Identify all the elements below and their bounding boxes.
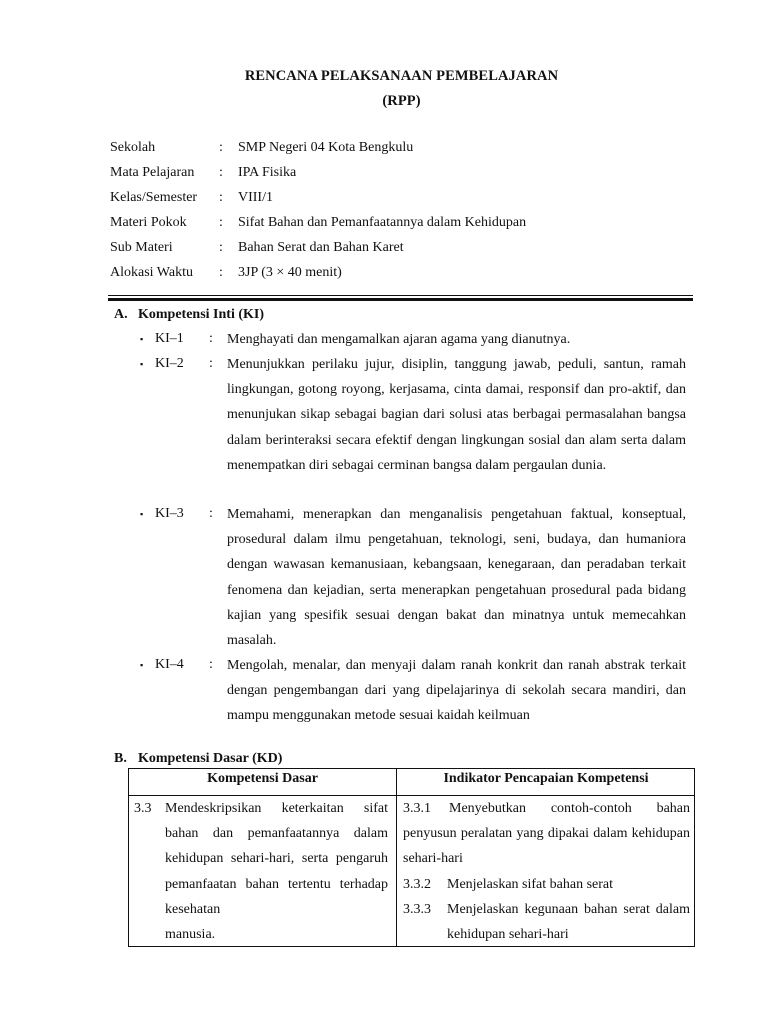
meta-label: Materi Pokok xyxy=(110,215,187,230)
ki-text: Menunjukkan perilaku jujur, disiplin, tanggung jawab, peduli, santun, ramah lingkungan, gotong royong, kerjasama, cinta damai, responsif dan pro-aktif, dan menunjukan sikap sebagai bagian dari solusi atas berbagai permasalahan bangsa dalam berinteraksi secara efektif dengan lingkungan sosial dan alam serta dalam menempatkan diri sebagai cerminan bangsa dalam pergaulan dunia. xyxy=(227,357,686,473)
ki-text: Mengolah, menalar, dan menyaji dalam ranah konkrit dan ranah abstrak terkait dengan pengembangan dari yang dipelajarinya di sekolah secara mandiri, dan mampu menggunakan metode sesuai kaidah keilmuan xyxy=(227,658,686,724)
meta-colon: : xyxy=(219,215,223,230)
indicator-item xyxy=(403,796,690,872)
indicator-number: 3.3.2 xyxy=(403,876,431,892)
meta-value: Bahan Serat dan Bahan Karet xyxy=(238,240,404,255)
meta-label: Mata Pelajaran xyxy=(110,165,195,180)
divider-thick xyxy=(108,298,693,301)
bullet-icon: ▪ xyxy=(140,359,144,369)
section-title: Kompetensi Inti (KI) xyxy=(138,307,264,322)
meta-colon: : xyxy=(219,140,223,155)
meta-label: Alokasi Waktu xyxy=(110,265,193,280)
document-title: RENCANA PELAKSANAAN PEMBELAJARAN xyxy=(244,68,559,84)
ki-item xyxy=(140,505,688,655)
meta-label: Kelas/Semester xyxy=(110,190,198,205)
indicator-text: Menjelaskan kegunaan bahan serat dalam kehidupan sehari-hari xyxy=(447,901,690,943)
meta-label: Sub Materi xyxy=(110,240,173,255)
meta-colon: : xyxy=(219,165,223,180)
bullet-icon: ▪ xyxy=(140,660,144,670)
meta-label: Sekolah xyxy=(110,140,156,155)
indicator-number: 3.3.3 xyxy=(403,901,431,917)
ki-item xyxy=(140,330,688,350)
indicator-text: Menyebutkan contoh-contoh bahan penyusun peralatan yang dipakai dalam kehidupan sehari-hari xyxy=(403,801,690,867)
ki-code: KI–3 xyxy=(155,506,184,521)
ki-text: Menghayati dan mengamalkan ajaran agama yang dianutnya. xyxy=(227,332,571,347)
meta-colon: : xyxy=(219,190,223,205)
bullet-icon: ▪ xyxy=(140,334,144,344)
indicator-text: Menjelaskan sifat bahan serat xyxy=(447,876,613,892)
kd-text xyxy=(165,796,388,947)
meta-colon: : xyxy=(219,240,223,255)
section-title: Kompetensi Dasar (KD) xyxy=(138,751,283,766)
column-header-indikator: Indikator Pencapaian Kompetensi xyxy=(443,771,649,786)
indicator-item xyxy=(403,872,690,897)
ki-colon: : xyxy=(209,356,213,371)
meta-value: 3JP (3 × 40 menit) xyxy=(238,265,342,280)
kd-table xyxy=(128,768,695,947)
column-divider xyxy=(396,769,397,946)
ki-colon: : xyxy=(209,506,213,521)
divider-thin xyxy=(108,295,693,296)
meta-value: VIII/1 xyxy=(238,190,273,205)
kd-text-last: manusia. xyxy=(165,927,216,943)
kd-number: 3.3 xyxy=(134,801,152,816)
ki-code: KI–1 xyxy=(155,331,184,346)
meta-value: IPA Fisika xyxy=(238,165,297,180)
indicator-cell xyxy=(403,796,690,947)
ki-code: KI–4 xyxy=(155,657,184,672)
document-subtitle: (RPP) xyxy=(382,93,421,109)
ki-colon: : xyxy=(209,331,213,346)
table-header-row xyxy=(129,769,694,796)
meta-colon: : xyxy=(219,265,223,280)
ki-text: Memahami, menerapkan dan menganalisis pengetahuan faktual, konseptual, prosedural dalam ilmu pengetahuan, teknologi, seni, budaya, dan humaniora dengan wawasan kemanusiaan, kebangsaan, kenegaraan, dan peradaban terkait fenomena dan kejadian, serta menerapkan pengetahuan prosedural pada bidang kajian yang spesifik sesuai dengan bakat dan minatnya untuk memecahkan masalah. xyxy=(227,507,686,649)
section-number: A. xyxy=(114,307,128,322)
section-a-heading xyxy=(114,307,264,323)
ki-code: KI–2 xyxy=(155,356,184,371)
section-b-heading xyxy=(114,751,282,767)
column-header-kompetensi-dasar: Kompetensi Dasar xyxy=(207,771,318,786)
meta-value: SMP Negeri 04 Kota Bengkulu xyxy=(238,140,414,155)
indicator-number: 3.3.1 xyxy=(403,801,431,816)
bullet-icon: ▪ xyxy=(140,509,144,519)
meta-value: Sifat Bahan dan Pemanfaatannya dalam Kehidupan xyxy=(238,215,527,230)
ki-item xyxy=(140,656,688,731)
section-number: B. xyxy=(114,751,127,766)
indicator-item xyxy=(403,897,690,947)
kd-text-body: Mendeskripsikan keterkaitan sifat bahan dan pemanfaatannya dalam kehidupan sehari-hari, serta pengaruh pemanfaatan bahan tertentu terhadap kesehatan xyxy=(165,801,388,917)
ki-colon: : xyxy=(209,657,213,672)
ki-item xyxy=(140,355,688,505)
